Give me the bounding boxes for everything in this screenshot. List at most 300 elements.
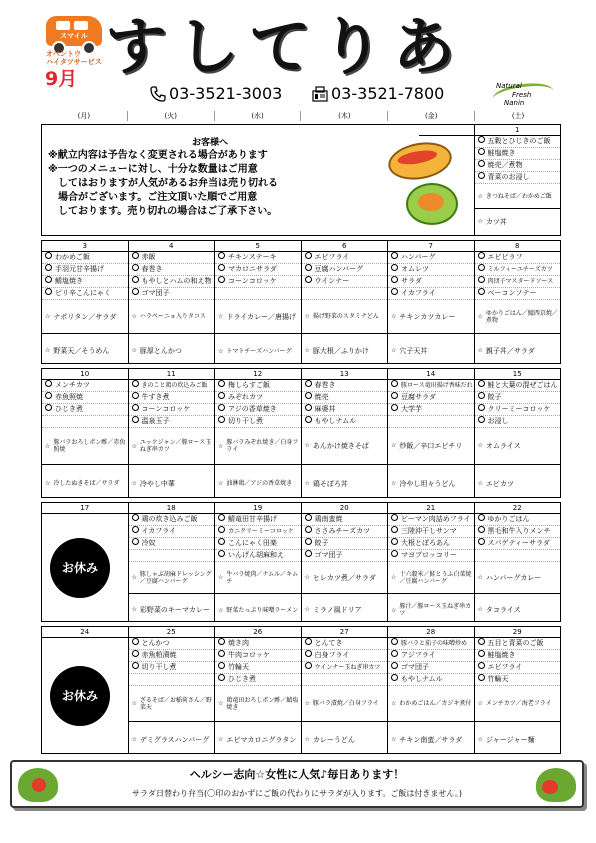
day-number: 13 <box>302 369 388 380</box>
day-cell <box>128 241 215 363</box>
menu-item <box>388 674 474 686</box>
menu-item-text: みぞれカツ <box>228 393 263 401</box>
day-cell <box>387 369 474 497</box>
day-number: 20 <box>302 503 388 514</box>
day-number: 22 <box>475 503 561 514</box>
logo-brand: スマイル <box>60 32 88 40</box>
menu-item <box>388 538 474 550</box>
phone-number <box>150 84 282 103</box>
special-menu <box>388 686 474 722</box>
day-cell <box>474 627 561 753</box>
phone-icon <box>150 86 166 102</box>
menu-item-text: ピリ辛こんにゃく <box>55 289 111 297</box>
special-menu <box>302 465 388 502</box>
bento-illustration <box>406 183 458 225</box>
menu-item <box>215 264 301 276</box>
salad-option-circle-icon <box>478 172 485 179</box>
menu-item-text: こんにゃく田楽 <box>228 539 277 547</box>
special-menu-text: チキンカツカレー <box>399 312 456 321</box>
week-row <box>41 124 561 236</box>
menu-item <box>475 526 561 538</box>
special-menu-text: カレーうどん <box>312 736 355 744</box>
star-icon: ☆ <box>45 480 51 487</box>
menu-item <box>215 514 301 526</box>
menu-item-text: ゴマ団子 <box>314 551 343 559</box>
menu-item <box>475 674 561 686</box>
star-icon: ☆ <box>218 312 224 320</box>
menu-item-text: アジフライ <box>401 651 436 659</box>
menu-item-text: 豚ロース竜田揚げ香味だれ <box>401 382 473 389</box>
dow-fri: (金) <box>387 111 474 121</box>
day-number: 17 <box>42 503 128 514</box>
salad-option-circle-icon <box>391 380 398 387</box>
salad-option-circle-icon <box>132 380 139 387</box>
salad-option-circle-icon <box>218 550 225 557</box>
special-menu-text: 揚げ野菜のスタミナどん <box>312 313 379 320</box>
salad-option-circle-icon <box>218 392 225 399</box>
special-menu-text: 十六穀米／鮭とうふ白菜焼／豆腐ハンバーグ <box>399 570 472 585</box>
salad-option-circle-icon <box>478 392 485 399</box>
special-menu-text: 豚大根／ふりかけ <box>312 347 369 355</box>
salad-option-circle-icon <box>391 662 398 669</box>
salad-option-circle-icon <box>132 650 139 657</box>
menu-item-text: マヨブロッコリー <box>401 551 457 559</box>
salad-option-circle-icon <box>218 404 225 411</box>
salad-option-circle-icon <box>391 550 398 557</box>
menu-item <box>475 172 561 184</box>
star-icon: ☆ <box>477 442 483 449</box>
menu-item-text: エビフライ <box>314 253 350 261</box>
menu-item <box>129 276 215 288</box>
day-cell <box>214 627 301 753</box>
special-menu-text: 冷やし中華 <box>139 479 175 488</box>
menu-item <box>302 638 388 650</box>
menu-item <box>42 392 128 404</box>
star-icon: ☆ <box>131 606 137 613</box>
menu-item <box>302 380 388 392</box>
salad-option-circle-icon <box>132 416 139 423</box>
menu-item <box>388 416 474 428</box>
menu-item-text: ゴマ団子 <box>401 663 429 671</box>
star-icon: ☆ <box>304 700 310 707</box>
salad-option-circle-icon <box>391 526 398 533</box>
day-cell <box>128 627 215 753</box>
salad-option-circle-icon <box>132 264 139 271</box>
special-menu <box>388 562 474 594</box>
day-number: 14 <box>388 369 474 380</box>
special-menu-text: 豚しゃぶ胡麻ドレッシング／豆腐ハンバーグ <box>139 570 212 585</box>
star-icon: ☆ <box>477 479 483 487</box>
menu-item-text: サラダ <box>401 277 422 285</box>
special-menu <box>129 334 215 368</box>
salad-option-circle-icon <box>305 526 312 533</box>
menu-item-text: 鮭塩焼き <box>487 651 516 659</box>
salad-option-circle-icon <box>218 276 225 283</box>
menu-item-text: アジの香草焼き <box>228 405 277 413</box>
menu-item-text: 温泉玉子 <box>141 417 170 425</box>
menu-item <box>129 514 215 526</box>
menu-item-text: 牛すき煮 <box>141 393 170 401</box>
banner-headline: ヘルシー志向☆女性に人気♪毎日あります！ <box>189 768 405 781</box>
salad-option-circle-icon <box>218 662 225 669</box>
salad-option-circle-icon <box>45 276 52 283</box>
day-cell <box>474 125 561 235</box>
day-cell <box>387 503 474 621</box>
menu-item-text: 青菜のお浸し <box>487 173 530 181</box>
menu-item <box>475 650 561 662</box>
salad-option-circle-icon <box>478 136 485 143</box>
day-number: 4 <box>129 241 215 252</box>
day-cell <box>214 241 301 363</box>
star-icon: ☆ <box>477 606 483 613</box>
day-number: 6 <box>302 241 388 252</box>
star-icon: ☆ <box>477 700 483 707</box>
menu-item <box>215 252 301 264</box>
menu-item <box>42 252 128 264</box>
menu-item-text: エビフライ <box>487 663 523 671</box>
special-menu-text: ドライカレー／唐揚げ <box>226 312 296 321</box>
dow-tue: (火) <box>127 111 214 121</box>
menu-item-text: もやしとハムの和え物 <box>141 277 212 285</box>
salad-option-circle-icon <box>305 416 312 423</box>
day-number: 3 <box>42 241 128 252</box>
day-cell <box>301 241 388 363</box>
special-menu <box>302 428 388 465</box>
menu-item-text: 手羽元甘辛揚げ <box>55 265 104 273</box>
salad-option-circle-icon <box>305 264 312 271</box>
menu-item <box>388 638 474 650</box>
phone-text: 03-3521-3003 <box>169 84 283 103</box>
special-menu-text: 豚バラ漬焼／白身フライ <box>312 700 379 707</box>
star-icon: ☆ <box>218 480 224 487</box>
menu-item <box>129 416 215 428</box>
menu-item-text: 春巻き <box>314 381 336 389</box>
special-menu <box>475 300 561 334</box>
special-menu-text: 鶏竜田おろしポン酢／鯖塩焼き <box>226 696 299 711</box>
salad-option-circle-icon <box>305 276 312 283</box>
star-icon: ☆ <box>391 736 397 743</box>
day-number: 7 <box>388 241 474 252</box>
star-icon: ☆ <box>391 312 397 320</box>
menu-item <box>388 404 474 416</box>
menu-item <box>388 276 474 288</box>
special-menu <box>475 209 561 234</box>
menu-item <box>302 514 388 526</box>
special-menu <box>215 465 301 502</box>
menu-item-text: とんてき <box>314 639 343 647</box>
special-menu <box>129 562 215 594</box>
salad-option-circle-icon <box>478 526 485 533</box>
day-number: 10 <box>42 369 128 380</box>
special-menu <box>475 686 561 722</box>
special-menu-text: エビマカロニグラタン <box>226 736 297 744</box>
menu-item-text: 大学芋 <box>401 405 422 413</box>
menu-item-text: 冷奴 <box>141 539 156 547</box>
special-menu-text: ヒレカツ煮／サラダ <box>312 573 376 582</box>
menu-item <box>302 650 388 662</box>
salad-option-circle-icon <box>305 638 312 645</box>
star-icon: ☆ <box>45 312 51 320</box>
special-menu-text: 彩野菜のキーマカレー <box>139 606 210 614</box>
notice-body <box>48 149 403 219</box>
menu-item <box>302 252 388 264</box>
special-menu <box>215 722 301 758</box>
menu-item-text: 豚バラと茄子の味噌炒め <box>401 640 468 647</box>
star-icon: ☆ <box>304 736 310 743</box>
fax-text: 03-3521-7800 <box>331 84 445 103</box>
salad-option-circle-icon <box>132 526 139 533</box>
day-cell <box>128 369 215 497</box>
special-menu <box>475 184 561 209</box>
menu-item <box>475 662 561 674</box>
menu-item-text: 鯖竜田甘辛揚げ <box>228 515 277 523</box>
notice-greeting: お客様へ <box>192 138 229 148</box>
salad-option-circle-icon <box>478 252 485 259</box>
week-row <box>41 240 561 364</box>
menu-item-text: 赤飯 <box>141 253 156 261</box>
special-menu <box>475 722 561 758</box>
menu-item <box>388 526 474 538</box>
menu-item-text: 切り干し煮 <box>228 417 263 425</box>
star-icon: ☆ <box>218 442 224 450</box>
star-icon: ☆ <box>131 700 137 707</box>
menu-item <box>302 264 388 276</box>
menu-item-text: 大根とぼろあん <box>401 539 450 547</box>
dow-thu: (木) <box>300 111 387 121</box>
special-menu-text: 鶏そぼろ丼 <box>312 479 348 488</box>
notice-line: しております。売り切れの場合はご了承下さい。 <box>48 206 278 217</box>
menu-item <box>475 416 561 428</box>
day-number: 29 <box>475 627 561 638</box>
special-menu <box>388 594 474 626</box>
day-cell <box>42 241 128 363</box>
star-icon: ☆ <box>304 479 310 487</box>
special-menu <box>475 428 561 465</box>
special-menu <box>475 465 561 502</box>
menu-item-text: ミルフィーユチーズカツ <box>487 266 553 273</box>
salad-option-circle-icon <box>391 674 398 681</box>
menu-item-text: 焼き肉 <box>228 639 249 647</box>
menu-item <box>215 674 301 686</box>
special-menu-text: トマトチーズハンバーグ <box>226 347 292 355</box>
menu-item-text: 切り干し煮 <box>141 663 177 671</box>
star-icon: ☆ <box>391 574 397 581</box>
menu-item <box>302 662 388 674</box>
salad-bento-banner <box>10 760 584 808</box>
menu-item-text: 餃子 <box>487 393 502 401</box>
day-number: 18 <box>129 503 215 514</box>
van-window-icon <box>56 21 70 30</box>
menu-item-text: 牛肉コロッケ <box>228 651 270 659</box>
menu-item-text: オムレツ <box>401 265 429 273</box>
special-menu <box>42 300 128 334</box>
salad-option-circle-icon <box>132 662 139 669</box>
menu-item <box>475 404 561 416</box>
menu-item-text: 春巻き <box>141 265 163 273</box>
special-menu <box>129 722 215 758</box>
dow-mon: (月) <box>77 112 91 120</box>
star-icon: ☆ <box>304 573 310 581</box>
day-cell <box>474 503 561 621</box>
special-menu-text: エビカツ <box>485 479 514 488</box>
special-menu-text: 穴子天丼 <box>399 347 428 355</box>
holiday-badge: お休み <box>50 538 110 598</box>
special-menu-text: ハンバーグカレー <box>485 573 542 582</box>
special-menu-text: タコライス <box>485 606 521 614</box>
salad-option-circle-icon <box>45 252 52 259</box>
menu-item <box>302 392 388 404</box>
menu-item-text: ハンバーグ <box>401 253 436 261</box>
menu-item <box>129 526 215 538</box>
star-icon: ☆ <box>218 700 224 707</box>
salad-option-circle-icon <box>218 674 225 681</box>
day-cell <box>301 503 388 621</box>
week-row <box>41 502 561 622</box>
special-menu-text: 豚厚とんかつ <box>139 347 182 355</box>
salad-option-circle-icon <box>218 638 225 645</box>
special-menu <box>302 334 388 368</box>
salad-option-circle-icon <box>132 288 139 295</box>
special-menu <box>215 300 301 334</box>
menu-item <box>475 514 561 526</box>
menu-item <box>42 404 128 416</box>
holiday-badge: お休み <box>50 666 110 726</box>
day-number: 26 <box>215 627 301 638</box>
menu-item-text: 五目と青菜のご飯 <box>487 639 544 647</box>
day-cell <box>214 503 301 621</box>
salad-option-circle-icon <box>132 514 139 521</box>
star-icon: ☆ <box>391 606 397 614</box>
star-icon: ☆ <box>391 347 397 354</box>
salad-option-circle-icon <box>218 538 225 545</box>
star-icon: ☆ <box>477 313 483 320</box>
menu-item-text: 五穀とひじきのご飯 <box>487 137 551 145</box>
salad-option-circle-icon <box>218 416 225 423</box>
salad-option-circle-icon <box>391 288 398 295</box>
special-menu <box>215 428 301 465</box>
menu-item-text: 梅しらすご飯 <box>228 381 270 389</box>
menu-item-text: クリーミーコロッケ <box>487 405 551 413</box>
star-icon: ☆ <box>391 700 397 707</box>
day-number: 27 <box>302 627 388 638</box>
special-menu-text: 豚バラみぞれ焼き／白身フライ <box>226 439 299 453</box>
menu-item-text: 鮭と大葉の混ぜごはん <box>487 381 558 389</box>
star-icon: ☆ <box>304 313 310 320</box>
menu-item-text: わかめご飯 <box>55 253 90 261</box>
star-icon: ☆ <box>477 217 483 225</box>
special-menu <box>302 594 388 626</box>
special-menu-text: デミグラスハンバーグ <box>139 736 210 744</box>
day-cell <box>214 369 301 497</box>
menu-item <box>215 380 301 392</box>
special-menu-text: わかめごはん／カジキ煮付 <box>399 700 472 707</box>
salad-option-circle-icon <box>218 252 225 259</box>
salad-option-circle-icon <box>391 276 398 283</box>
menu-item-text: 三陸沖干しサンマ <box>401 527 457 535</box>
day-number: 15 <box>475 369 561 380</box>
badge-word: Nanin <box>504 99 525 107</box>
menu-item-text: ゴマ団子 <box>141 289 170 297</box>
salad-option-circle-icon <box>305 252 312 259</box>
menu-item-text: 黒毛和牛入りメンチ <box>487 527 551 535</box>
salad-option-circle-icon <box>478 662 485 669</box>
salad-option-circle-icon <box>305 392 312 399</box>
menu-item-text: とんかつ <box>141 639 170 647</box>
special-menu <box>302 562 388 594</box>
menu-item-text: 鶏の炊き込みご飯 <box>141 515 198 523</box>
menu-item <box>42 416 128 428</box>
menu-item-text: きのこと鶏の炊込みご飯 <box>141 382 208 389</box>
menu-item-text: 鮭塩焼き <box>487 149 516 157</box>
star-icon: ☆ <box>391 479 397 487</box>
salad-option-circle-icon <box>391 638 398 645</box>
special-menu-text: ゆかりごはん／鯖西京焼／煮物 <box>485 309 558 324</box>
menu-item-text: コーンコロッケ <box>228 277 277 285</box>
menu-item-text: 白身フライ <box>314 651 350 659</box>
special-menu-text: 豚バラおろしポン酢／赤魚照焼 <box>53 439 126 453</box>
star-icon: ☆ <box>304 347 310 354</box>
special-menu-text: 野菜天／そうめん <box>53 347 110 355</box>
salad-option-circle-icon <box>305 662 312 669</box>
menu-item <box>129 538 215 550</box>
menu-item <box>388 252 474 264</box>
menu-item-text: 赤魚粕漬焼 <box>141 651 177 659</box>
salad-option-circle-icon <box>478 380 485 387</box>
menu-item-text: ベーコンソテー <box>487 289 537 297</box>
salad-option-circle-icon <box>132 392 139 399</box>
menu-item <box>215 416 301 428</box>
special-menu-text: ミラノ風ドリア <box>312 606 362 614</box>
badge-word: Natural <box>496 82 522 90</box>
salad-option-circle-icon <box>132 252 139 259</box>
menu-item <box>302 288 388 300</box>
menu-item-text: コーンコロッケ <box>141 405 191 413</box>
day-number: 25 <box>129 627 215 638</box>
salad-option-circle-icon <box>391 404 398 411</box>
menu-item <box>475 288 561 300</box>
day-cell <box>474 369 561 497</box>
menu-item <box>129 674 215 686</box>
salad-option-circle-icon <box>391 392 398 399</box>
menu-item <box>302 674 388 686</box>
menu-item <box>129 638 215 650</box>
menu-item <box>129 550 215 562</box>
salad-option-circle-icon <box>478 416 485 423</box>
menu-item-text: お浸し <box>487 417 509 425</box>
logo-line-2: ハイタツサービス <box>46 58 102 66</box>
star-icon: ☆ <box>477 192 483 200</box>
special-menu-text: 冷したぬきそば／サラダ <box>53 480 120 487</box>
menu-item <box>129 288 215 300</box>
special-menu-text: 豚汁／豚ロース玉ねぎ串カツ <box>399 603 472 617</box>
menu-item <box>215 550 301 562</box>
special-menu <box>129 428 215 465</box>
badge-word: Fresh <box>512 91 532 99</box>
special-menu-text: ナポリタン／サラダ <box>53 312 117 321</box>
menu-item <box>215 404 301 416</box>
menu-item <box>129 650 215 662</box>
menu-item-text: 竹輪天 <box>228 663 249 671</box>
salad-option-circle-icon <box>391 252 398 259</box>
menu-item-text: マカロニサラダ <box>228 265 277 273</box>
salad-option-circle-icon <box>391 514 398 521</box>
menu-item-text: カニクリーミーコロッケ <box>228 528 294 535</box>
menu-item-text: 竹輪天 <box>487 675 509 683</box>
star-icon: ☆ <box>218 347 224 355</box>
menu-item-text: チキンステーキ <box>228 253 277 261</box>
menu-item <box>302 404 388 416</box>
star-icon: ☆ <box>218 606 224 614</box>
